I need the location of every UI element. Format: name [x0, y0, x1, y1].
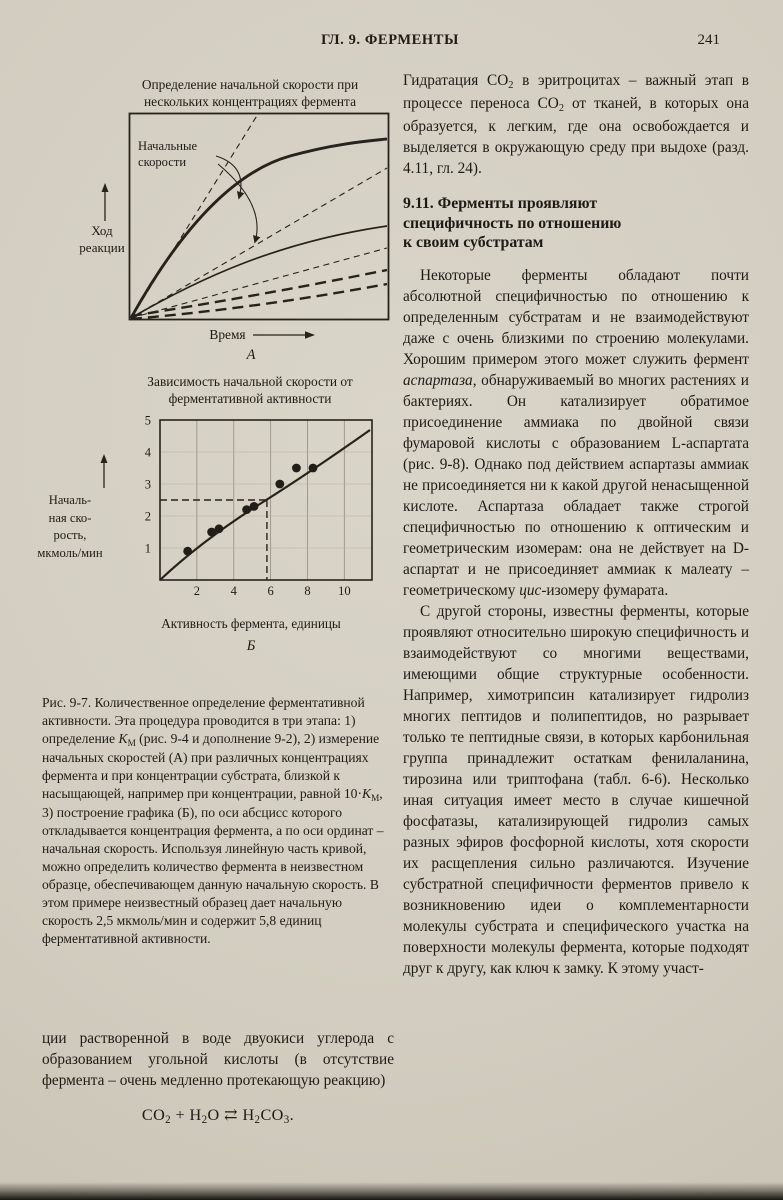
section-heading-line1: 9.11. Ферменты проявляют	[403, 195, 598, 212]
equation-text: .	[289, 1106, 295, 1124]
figure-b-y-axis-line1: Началь-	[48, 493, 92, 507]
chemical-equation	[42, 1105, 394, 1125]
progress-curve-dashed-lower	[131, 284, 387, 319]
equation-text: + H	[171, 1106, 202, 1124]
section-heading-line2: специфичность по отношению	[403, 214, 622, 232]
section-heading-9-11	[403, 194, 749, 253]
paragraph-text: от тканей, в которых она образуется, к легким, где она освобождается и выделяется в окружающую среду при выдохе (разд. 4.11, гл. 24).	[403, 95, 749, 177]
right-arrow-icon	[253, 330, 317, 340]
caption-km-symbol: K	[362, 786, 372, 801]
figure-b-y-axis-line3: рость,	[53, 528, 87, 542]
equation-text: CO	[141, 1106, 166, 1124]
figure-a-y-axis-label	[60, 222, 144, 256]
cis-term: цис	[519, 581, 542, 599]
figure-b-y-axis-line2: ная ско-	[48, 510, 92, 525]
data-point	[250, 502, 259, 511]
caption-text: Рис. 9-7. Количественное определение ферментативной активности. Эта процедура проводится в три этапа: 1) определение	[42, 695, 365, 746]
pointer-arrow-icon	[218, 164, 257, 242]
equation-text: O ⇄ H	[207, 1106, 255, 1124]
y-tick-label: 3	[144, 477, 151, 492]
equation-subscript: 2	[165, 1114, 172, 1127]
data-point	[292, 464, 301, 473]
initial-velocities-label	[138, 139, 197, 170]
right-column	[403, 70, 749, 979]
paragraph-carbonic-acid: ции растворенной в воде двуокиси углерода с образованием угольной кислоты (в отсутствие фермента – очень медленно протекающую реакцию)	[42, 1030, 394, 1089]
figure-b-x-axis-label: Активность фермента, единицы	[161, 616, 341, 631]
figure-b-panel-label: Б	[246, 638, 256, 654]
paragraph-co2-hydration	[403, 70, 749, 179]
data-point	[215, 524, 224, 533]
equation-subscript: 2	[254, 1114, 261, 1127]
page-bottom-scan-edge	[0, 1182, 783, 1200]
progress-curve-dashed-upper	[131, 270, 387, 316]
running-head: ГЛ. 9. ФЕРМЕНТЫ	[321, 32, 459, 48]
figure-b-title-line2: ферментативной активности	[168, 391, 332, 406]
y-tick-label: 4	[144, 445, 151, 460]
left-column-continuation	[42, 1028, 394, 1125]
figure-a-title-line1: Определение начальной скорости при	[141, 77, 359, 92]
data-point	[309, 464, 318, 473]
initial-velocities-label-line2: скорости	[138, 154, 187, 169]
caption-km-subscript: М	[127, 737, 136, 748]
x-tick-label: 2	[193, 584, 200, 598]
caption-text: (рис. 9-4 и дополнение 9-2), 2) измерение начальных скоростей (А) при различных концентрациях фермента и при концентрации субстрата, близкой к насыщающей, например при концентрации, равной 10·	[42, 731, 380, 801]
caption-km-symbol: K	[118, 731, 128, 746]
y-tick-label: 2	[144, 509, 151, 524]
figure-b-title-line1: Зависимость начальной скорости от	[147, 374, 353, 389]
paragraph-broad-specificity: С другой стороны, известны ферменты, которые проявляют относительно широкую специфичность и взаимодействуют со многими веществами, имеющими общие структурные особенности. Например, химотрипсин катализирует гидролиз многих пептидов и полипептидов, но разрывает только те пептидные связи, в которых карбонильная группа принадлежит остаткам фенилаланина, тирозина или триптофана (табл. 6-6). Несколько иная ситуация имеет место в случае кишечной фосфатазы, катализирующей гидролиз самых разных эфиров фосфорной кислоты, хотя скорости их расщепления сильно различаются. Изучение субстратной специфичности ферментов привело к возникновению идеи о комплементарности молекулы субстрата и специфического участка на поверхности молекулы фермента, которые подходят друг к другу, как ключ к замку. К этому участ-	[403, 602, 749, 977]
figure-a-y-axis-line2: реакции	[79, 240, 125, 255]
paragraph-text: -изомеру фумарата.	[541, 581, 669, 599]
fitted-curve	[160, 430, 370, 580]
figure-caption	[42, 694, 394, 948]
caption-text: , 3) построение графика (Б), по оси абсцисс которого откладывается концентрация фермента, а по оси ординат – начальная скорость. Используя линейную часть кривой, можно определить количество фермента в неизвестном образце, обеспечивающем данную начальную скорость. В этом примере неизвестный образец дает начальную скорость 2,5 мкмоль/мин и содержит 5,8 единиц ферментативной активности.	[42, 786, 384, 946]
y-tick-label: 5	[144, 413, 151, 428]
equation-text: CO	[260, 1106, 284, 1124]
x-tick-label: 10	[338, 584, 351, 598]
up-arrow-icon	[97, 181, 113, 223]
initial-velocities-label-line1: Начальные	[138, 139, 198, 153]
figure-b-y-axis-label	[26, 492, 114, 562]
section-heading-line3: к своим субстратам	[403, 234, 544, 251]
figure-b-title	[105, 373, 395, 407]
paragraph-text: Некоторые ферменты обладают почти абсолютной специфичностью по отношению к определенным субстратам и не взаимодействуют даже с очень близкими по строению молекулами. Хорошим примером этого может служить фермент	[403, 266, 749, 368]
paragraph-absolute-specificity	[403, 265, 749, 601]
y-tick-label: 1	[144, 541, 151, 556]
paragraph-text: Гидратация CO	[403, 72, 509, 89]
caption-km-subscript: М	[371, 792, 380, 803]
aspartase-term: аспартаза	[403, 371, 473, 389]
co2-subscript: 2	[558, 102, 565, 114]
figure-a-x-axis-text: Время	[209, 327, 246, 342]
figure-a-title	[105, 76, 395, 110]
equation-subscript: 3	[283, 1114, 290, 1127]
co2-subscript: 2	[508, 79, 514, 91]
figure-a-panel-label: А	[246, 347, 256, 363]
figure-a-y-axis-line1: Ход	[91, 223, 113, 238]
page-number: 241	[697, 32, 720, 48]
figure-a-title-line2: нескольких концентрациях фермента	[143, 94, 357, 109]
x-tick-label: 8	[304, 584, 311, 598]
x-tick-label: 6	[267, 584, 274, 598]
figure-a-x-axis-label	[168, 327, 358, 343]
up-arrow-icon	[96, 452, 112, 490]
paragraph-text: , обнаруживаемый во многих растениях и бактериях. Он катализирует обратимое присоединение аммиака по двойной связи фумаровой кислоты с образованием L-аспартата (рис. 9-8). Однако под действием аспартазы аммиак не присоединяется ни к какой другой ненасыщенной кислоте. Аспартаза обладает также строгой специфичностью по отношению к оптическим и геометрическим изомерам: она не действует на D-аспартат и не присоединяет аммиак к малеату – геометрическому	[403, 371, 749, 599]
paragraph-text: в эритроцитах – важный этап в процессе переноса CO	[403, 72, 750, 112]
x-tick-label: 4	[230, 584, 237, 598]
data-point	[275, 480, 284, 489]
equation-subscript: 2	[201, 1114, 208, 1127]
data-point	[183, 547, 192, 556]
figure-b-y-axis-line4: мкмоль/мин	[37, 545, 103, 560]
figure-b-plot	[120, 410, 382, 610]
